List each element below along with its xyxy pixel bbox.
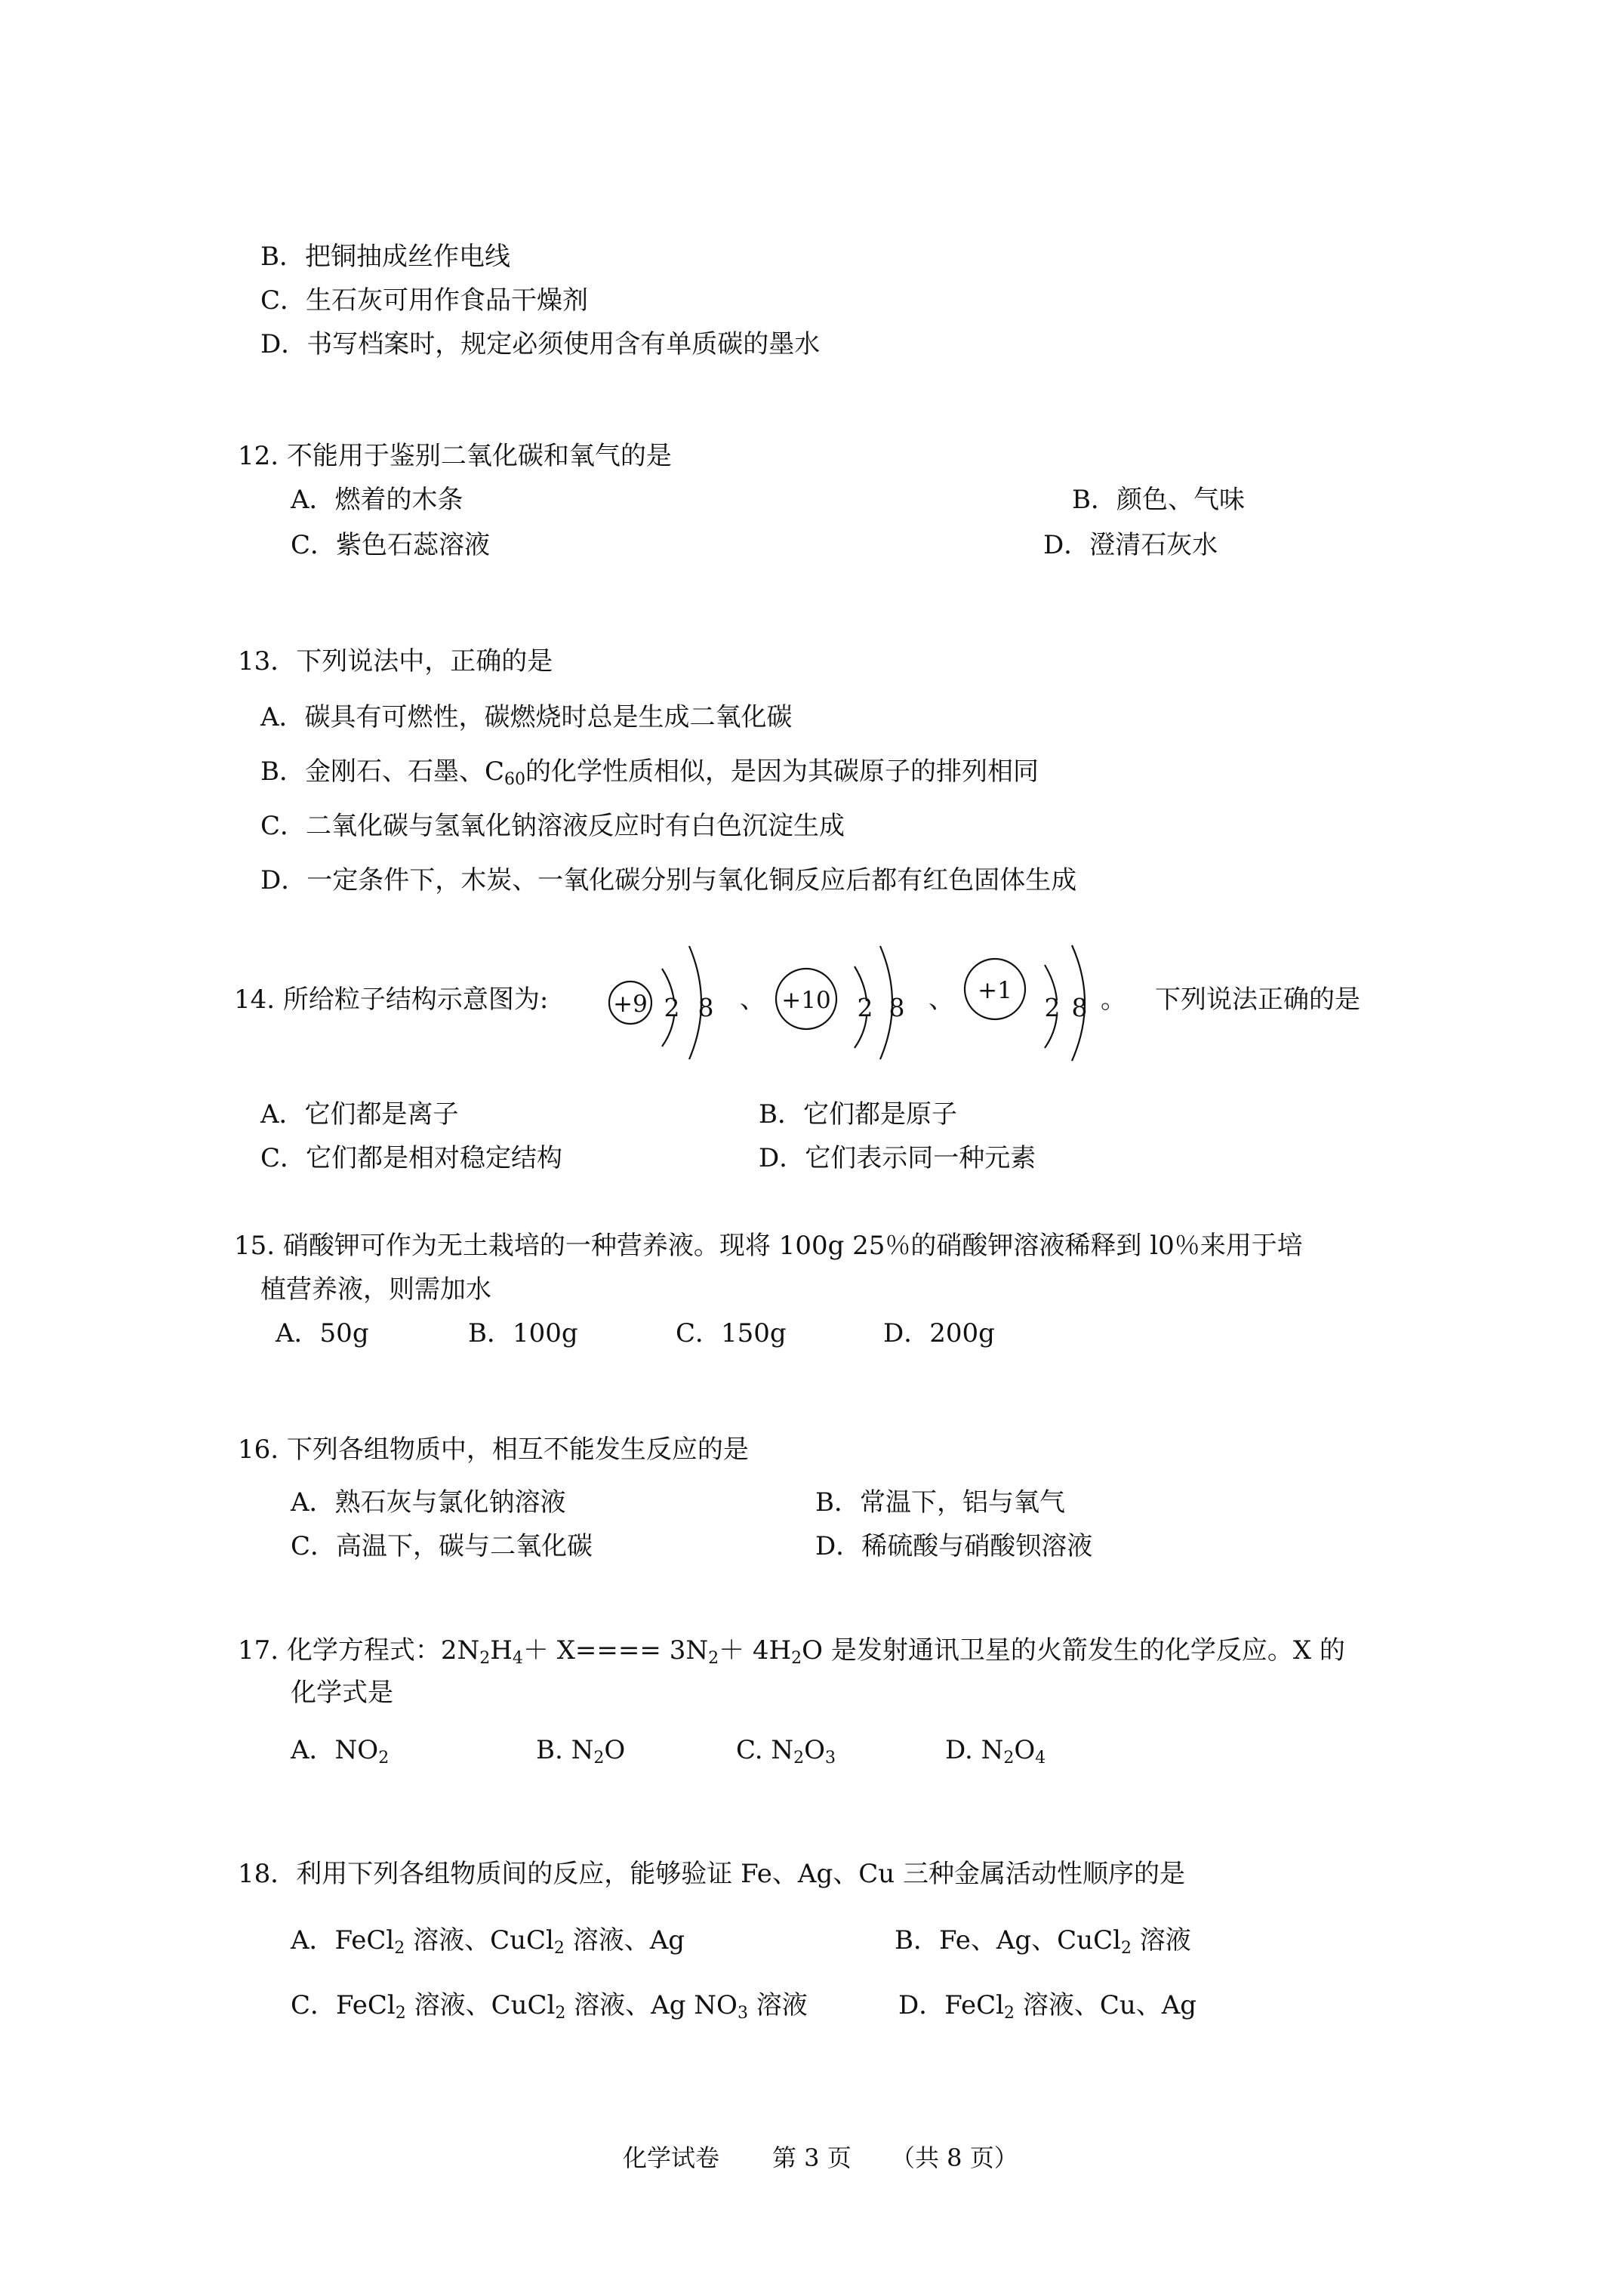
- q14-end-mark: 。: [1101, 985, 1126, 1015]
- shell-1-electrons: 2: [1044, 993, 1061, 1022]
- shell-2-electrons: 8: [888, 993, 905, 1022]
- q12-option-c: C．紫色石蕊溶液: [291, 530, 491, 560]
- q14-option-c: C．它们都是相对稳定结构: [260, 1143, 563, 1173]
- q15-option-c: C．150g: [676, 1318, 787, 1348]
- q12-option-a: A．燃着的木条: [291, 485, 463, 515]
- q15-stem-line-2: 植营养液，则需加水: [260, 1274, 491, 1305]
- q18-stem: 18．利用下列各组物质间的反应，能够验证 Fe、Ag、Cu 三种金属活动性顺序的是: [238, 1859, 1185, 1889]
- q14-option-d: D．它们表示同一种元素: [759, 1143, 1036, 1173]
- q11-option-d: D．书写档案时，规定必须使用含有单质碳的墨水: [260, 329, 821, 359]
- q13-option-b: B．金刚石、石墨、$C_{60}$的化学性质相似，是因为其碳原子的排列相同: [260, 757, 1039, 789]
- q16-option-d: D．稀硫酸与硝酸钡溶液: [815, 1531, 1093, 1561]
- q13-option-a: A．碳具有可燃性，碳燃烧时总是生成二氧化碳: [260, 702, 793, 732]
- q16-option-a: A．熟石灰与氯化钠溶液: [291, 1487, 566, 1518]
- nucleus-charge: +9: [613, 991, 648, 1018]
- q14-stem-tail: 下列说法正确的是: [1155, 985, 1360, 1015]
- q16-option-c: C．高温下，碳与二氧化碳: [291, 1531, 593, 1561]
- q14-stem: 14. 所给粒子结构示意图为:: [234, 985, 549, 1015]
- q16-stem: 16. 下列各组物质中，相互不能发生反应的是: [238, 1435, 749, 1465]
- q14-separator-1: 、: [740, 985, 765, 1015]
- q17-option-a: A．$NO_2$: [291, 1735, 390, 1767]
- footer-total-pages: （共 8 页）: [891, 2143, 1018, 2172]
- q15-option-b: B．100g: [468, 1318, 578, 1348]
- q18-option-a: A．FeCl$_2$ 溶液、CuCl$_2$ 溶液、Ag: [291, 1925, 685, 1958]
- q17-option-b: B. $N_2O$: [536, 1735, 626, 1767]
- nucleus-charge: +10: [781, 987, 831, 1014]
- q17-option-d: D. $N_2O_4$: [945, 1735, 1046, 1767]
- shell-1-electrons: 2: [857, 993, 873, 1022]
- q16-option-b: B．常温下，铝与氧气: [815, 1487, 1065, 1518]
- q15-stem-line-1: 15. 硝酸钾可作为无土栽培的一种营养液。现将 100g 25％的硝酸钾溶液稀释到 l0％来用于培: [234, 1231, 1303, 1261]
- q17-option-c: C. $N_2O_3$: [736, 1735, 836, 1767]
- q12-stem: 12. 不能用于鉴别二氧化碳和氧气的是: [238, 441, 672, 471]
- q15-option-d: D．200g: [883, 1318, 995, 1348]
- q12-option-d: D．澄清石灰水: [1043, 530, 1218, 560]
- nucleus-charge: +1: [978, 977, 1012, 1004]
- q14-option-b: B．它们都是原子: [759, 1099, 957, 1130]
- q18-option-d: D．FeCl$_2$ 溶液、Cu、Ag: [898, 1990, 1197, 2023]
- shell-2-electrons: 8: [1071, 993, 1088, 1022]
- footer-page-number: 第 3 页: [772, 2143, 852, 2172]
- q11-option-b: B．把铜抽成丝作电线: [260, 242, 510, 272]
- q17-stem-line-1: 17. 化学方程式：$2N_2H_4+ X==== 3N_2+ 4H_2O$ 是发射通讯卫星的火箭发生的化学反应。X 的: [238, 1635, 1345, 1668]
- q11-option-c: C．生石灰可用作食品干燥剂: [260, 285, 589, 316]
- footer-subject: 化学试卷: [623, 2143, 720, 2172]
- q18-option-c: C．FeCl$_2$ 溶液、CuCl$_2$ 溶液、Ag $NO_3$ 溶液: [291, 1990, 808, 2023]
- shell-1-electrons: 2: [664, 993, 680, 1022]
- q17-stem-line-2: 化学式是: [291, 1678, 393, 1708]
- particle-diagram-neon: [770, 942, 921, 1063]
- q13-option-c: C．二氧化碳与氢氧化钠溶液反应时有白色沉淀生成: [260, 811, 845, 841]
- q12-option-b: B．颜色、气味: [1072, 485, 1245, 515]
- q13-stem: 13．下列说法中，正确的是: [238, 646, 553, 676]
- shell-2-electrons: 8: [698, 993, 714, 1022]
- q13-option-d: D．一定条件下，木炭、一氧化碳分别与氧化铜反应后都有红色固体生成: [260, 865, 1077, 895]
- q18-option-b: B．Fe、Ag、CuCl$_2$ 溶液: [895, 1925, 1191, 1958]
- particle-diagram-third: [960, 936, 1111, 1065]
- q15-option-a: A．50g: [276, 1318, 369, 1348]
- particle-diagram-fluoride: [600, 942, 728, 1063]
- q14-separator-2: 、: [929, 985, 954, 1015]
- q14-option-a: A．它们都是离子: [260, 1099, 459, 1130]
